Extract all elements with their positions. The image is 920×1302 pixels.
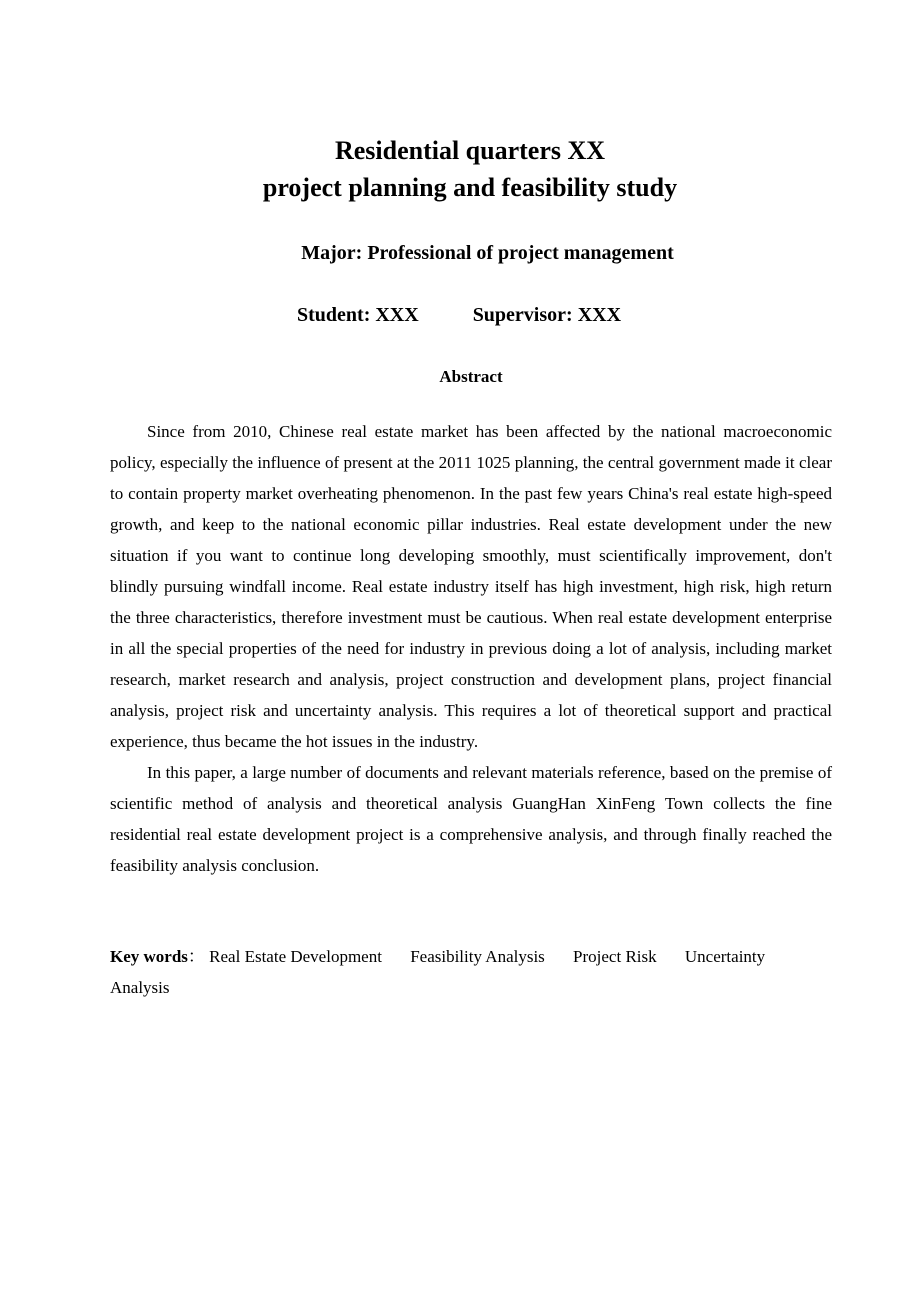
keywords-label: Key words bbox=[110, 947, 188, 966]
keywords-line bbox=[110, 941, 832, 1003]
abstract-paragraph-1: Since from 2010, Chinese real estate market has been affected by the national macroeconomic policy, especially the influence of present at the 2011 1025 planning, the central government made it clear to contain property market overheating phenomenon. In the past few years China's real estate high-speed growth, and keep to the national economic pillar industries. Real estate development under the new situation if you want to continue long developing smoothly, must scientifically improvement, don't blindly pursuing windfall income. Real estate industry itself has high investment, high risk, high return the three characteristics, therefore investment must be cautious. When real estate development enterprise in all the special properties of the need for industry in previous doing a lot of analysis, including market research, market research and analysis, project construction and development plans, project financial analysis, project risk and uncertainty analysis. This requires a lot of theoretical support and practical experience, thus became the hot issues in the industry. bbox=[110, 422, 832, 751]
keyword-item: Feasibility Analysis bbox=[410, 947, 545, 966]
keywords-separator: ： bbox=[187, 947, 205, 966]
supervisor-name: Supervisor: XXX bbox=[472, 304, 622, 326]
author-line bbox=[297, 304, 621, 327]
abstract-paragraph-2: In this paper, a large number of documents and relevant materials reference, based on the premise of scientific method of analysis and theoretical analysis GuangHan XinFeng Town collects the fine residential real estate development project is a comprehensive analysis, and through finally reached the feasibility analysis conclusion. bbox=[110, 763, 832, 875]
student-name: Student: XXX bbox=[297, 304, 419, 326]
keyword-item: Uncertainty Analysis bbox=[110, 947, 766, 997]
title-line-2: project planning and feasibility study bbox=[262, 173, 678, 202]
title-line-1: Residential quarters XX bbox=[334, 136, 606, 165]
abstract-body bbox=[110, 416, 832, 881]
page-title bbox=[0, 132, 920, 206]
keyword-item: Real Estate Development bbox=[209, 947, 382, 966]
major-line: Major: Professional of project management bbox=[301, 242, 674, 264]
keyword-item: Project Risk bbox=[573, 947, 657, 966]
abstract-heading: Abstract bbox=[439, 367, 503, 386]
